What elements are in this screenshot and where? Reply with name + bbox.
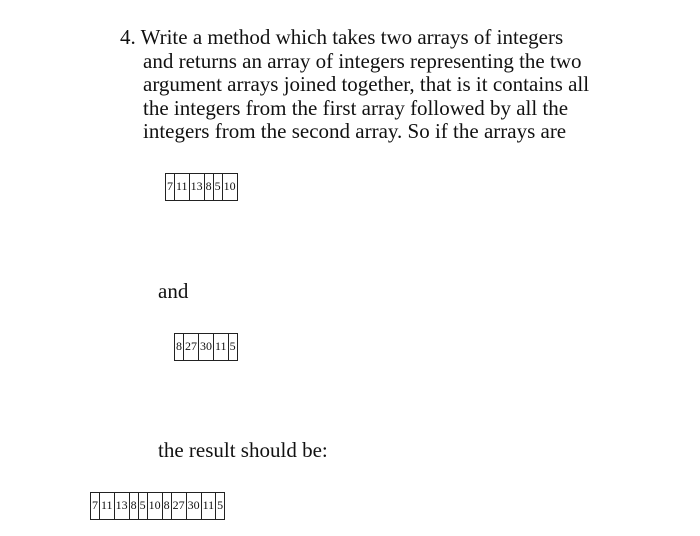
array-cell: 5 <box>216 492 225 520</box>
result-label: the result should be: <box>158 438 328 462</box>
question-line: the integers from the first array followed by all the <box>143 95 569 120</box>
array-cell: 5 <box>139 492 148 520</box>
array-cell: 11 <box>100 492 115 520</box>
array-cell: 13 <box>190 173 205 201</box>
array-cell: 8 <box>205 173 214 201</box>
question-text <box>120 26 680 144</box>
array-cell: 5 <box>214 173 223 201</box>
and-text: and <box>158 279 189 303</box>
array-cell: 11 <box>214 333 229 361</box>
array-cell: 7 <box>166 173 175 201</box>
array-cell: 10 <box>148 492 163 520</box>
array-cell: 8 <box>163 492 172 520</box>
array-cell: 27 <box>172 492 187 520</box>
question-line: integers from the second array. So if the arrays are <box>143 119 567 143</box>
question-line: and returns an array of integers representing the two <box>143 48 582 73</box>
array-cell: 30 <box>199 333 214 361</box>
array-cell: 11 <box>202 492 217 520</box>
question-line: argument arrays joined together, that is it contains all <box>143 72 590 96</box>
array-cell: 8 <box>175 333 184 361</box>
first-array <box>165 173 238 201</box>
array-cell: 7 <box>91 492 100 520</box>
array-cell: 11 <box>175 173 190 201</box>
result-array <box>90 492 225 520</box>
array-cell: 5 <box>229 333 238 361</box>
array-cell: 27 <box>184 333 199 361</box>
array-cell: 30 <box>187 492 202 520</box>
question-line: 4. Write a method which takes two arrays of integers <box>120 25 564 49</box>
second-array <box>174 333 238 361</box>
array-cell: 10 <box>223 173 238 201</box>
array-cell: 13 <box>115 492 130 520</box>
array-cell: 8 <box>130 492 139 520</box>
